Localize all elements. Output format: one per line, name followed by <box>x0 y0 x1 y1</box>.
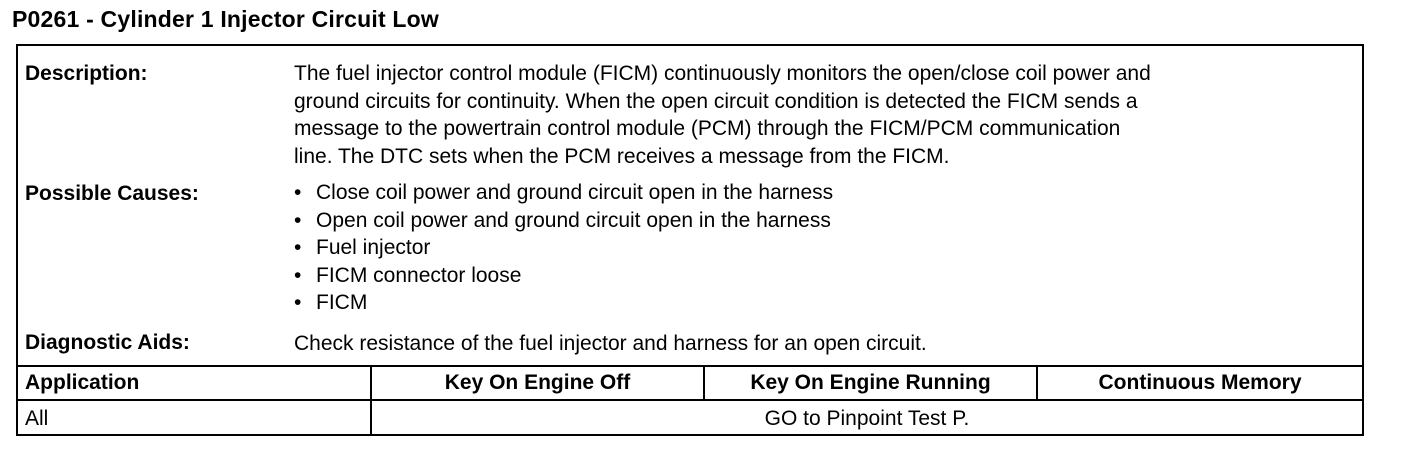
dtc-info-panel <box>16 44 1364 436</box>
description-line: message to the powertrain control module (PCM) through the FICM/PCM communication <box>294 117 1121 140</box>
column-header-key-on-engine-off: Key On Engine Off <box>444 371 631 394</box>
application-cell: All <box>25 406 49 430</box>
possible-causes-label: Possible Causes: <box>25 182 199 205</box>
description-line: The fuel injector control module (FICM) continuously monitors the open/close coil power and <box>294 62 1151 85</box>
list-item <box>294 207 833 235</box>
list-item <box>294 179 833 207</box>
column-divider <box>703 367 705 399</box>
page-title: P0261 - Cylinder 1 Injector Circuit Low <box>12 6 440 32</box>
cause-text: Close coil power and ground circuit open in the harness <box>316 181 834 204</box>
list-item <box>294 262 833 290</box>
bullet-icon: • <box>294 291 302 314</box>
column-header-continuous-memory: Continuous Memory <box>1098 371 1302 394</box>
description-text <box>294 60 1151 170</box>
table-header-row <box>18 367 1362 401</box>
column-header-key-on-engine-running: Key On Engine Running <box>750 371 991 394</box>
diagnostic-aids-text: Check resistance of the fuel injector and harness for an open circuit. <box>294 332 927 355</box>
column-divider <box>1036 367 1038 399</box>
description-line: line. The DTC sets when the PCM receives a message from the FICM. <box>294 144 950 168</box>
application-table <box>18 365 1362 434</box>
table-row <box>18 401 1362 436</box>
diagnostic-aids-label: Diagnostic Aids: <box>25 331 190 354</box>
list-item <box>294 234 833 262</box>
cause-text: Open coil power and ground circuit open in the harness <box>316 208 831 232</box>
cause-text: Fuel injector <box>316 236 431 259</box>
possible-causes-list <box>294 179 833 317</box>
description-line: ground circuits for continuity. When the open circuit condition is detected the FICM sends a <box>294 89 1138 113</box>
bullet-icon: • <box>294 208 302 232</box>
cause-text: FICM <box>316 291 368 314</box>
cause-text: FICM connector loose <box>316 263 522 287</box>
bullet-icon: • <box>294 181 302 204</box>
action-cell: GO to Pinpoint Test P. <box>764 406 970 430</box>
list-item <box>294 289 833 317</box>
column-header-application: Application <box>25 371 140 394</box>
bullet-icon: • <box>294 236 302 259</box>
bullet-icon: • <box>294 263 302 287</box>
description-label: Description: <box>25 62 148 85</box>
